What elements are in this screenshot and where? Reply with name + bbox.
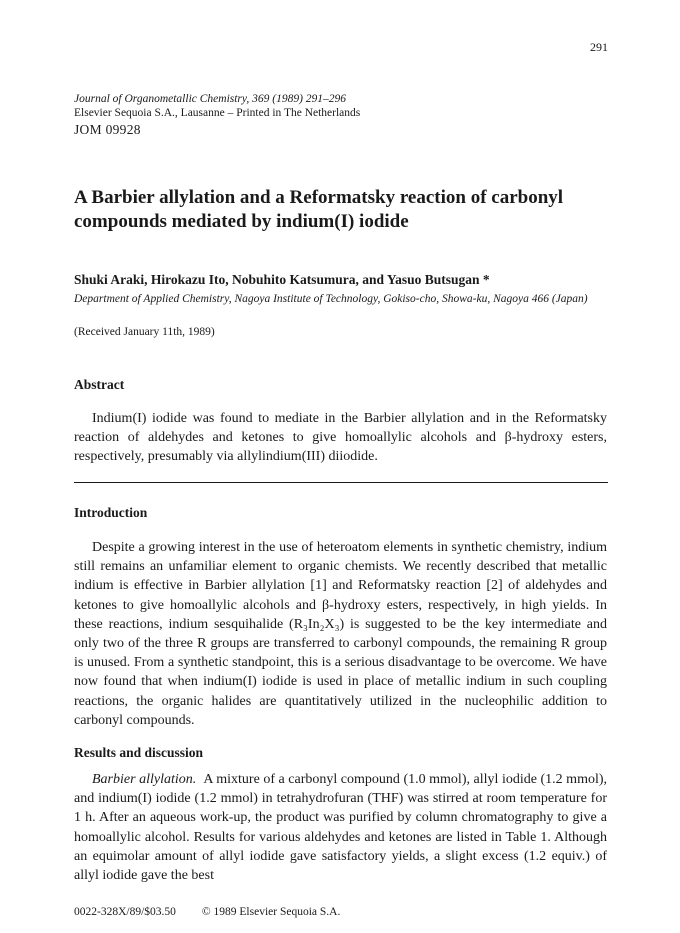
received-date: (Received January 11th, 1989) [74, 326, 215, 338]
results-paragraph [74, 770, 607, 885]
results-text: A mixture of a carbonyl compound (1.0 mmol), allyl iodide (1.2 mmol), and indium(I) iodide (1.2 mmol) in tetrahydrofuran (THF) was stirred at room temperature for 1 h. After an aqueous work-up, the product was purified by column chromatography to give a homoallylic alcohol. Results for various aldehydes and ketones are listed in Table 1. Although an equimolar amount of allyl iodide gave satisfactory yields, a slight excess (1.2 equiv.) of allyl iodide gave the best [74, 772, 608, 884]
results-heading: Results and discussion [74, 745, 204, 760]
author-list: Shuki Araki, Hirokazu Ito, Nobuhito Katsumura, and Yasuo Butsugan * [74, 272, 490, 287]
page-number: 291 [590, 40, 608, 54]
footer-copyright: © 1989 Elsevier Sequoia S.A. [201, 906, 341, 918]
journal-citation: Journal of Organometallic Chemistry, 369 (1989) 291–296 [74, 93, 347, 105]
introduction-text: Despite a growing interest in the use of heteroatom elements in synthetic chemistry, indium still remains an unfamiliar element to organic chemists. We recently described that metallic indium is effective in Barbier allylation [1] and Reformatsky reaction [2] of aldehydes and ketones to give homoallylic alcohols and β-hydroxy esters, respectively, in high yields. In these reactions, indium sesquihalide (R₃In₂X₃) is suggested to be the key intermediate and only two of the three R groups are transferred to carbonyl compounds, the remaining R group is unused. From a synthetic standpoint, this is a serious disadvantage to be overcome. We have now found that when indium(I) iodide is used in place of metallic indium in such coupling reactions, the organic halides are quantitatively utilized in the nucleophilic addition to carbonyl compounds. [74, 540, 607, 728]
section-divider [74, 482, 608, 483]
abstract-heading: Abstract [74, 377, 125, 392]
journal-id: JOM 09928 [74, 122, 141, 137]
article-title: A Barbier allylation and a Reformatsky reaction of carbonyl compounds mediated by indium(I) iodide [74, 187, 564, 232]
results-lead: Barbier allylation. [92, 772, 197, 787]
abstract-text: Indium(I) iodide was found to mediate in the Barbier allylation and in the Reformatsky reaction of aldehydes and ketones to give homoallylic alcohols and β-hydroxy esters, respectively, presumably via allylindium(III) diiodide. [74, 411, 607, 465]
introduction-heading: Introduction [74, 505, 148, 520]
footer-code: 0022-328X/89/$03.50 [74, 906, 176, 918]
page-footer [74, 906, 340, 918]
journal-header [74, 92, 360, 137]
author-affiliation: Department of Applied Chemistry, Nagoya Institute of Technology, Gokiso-cho, Showa-ku, Nagoya 466 (Japan) [74, 293, 588, 305]
journal-publisher: Elsevier Sequoia S.A., Lausanne – Printed in The Netherlands [74, 107, 361, 119]
